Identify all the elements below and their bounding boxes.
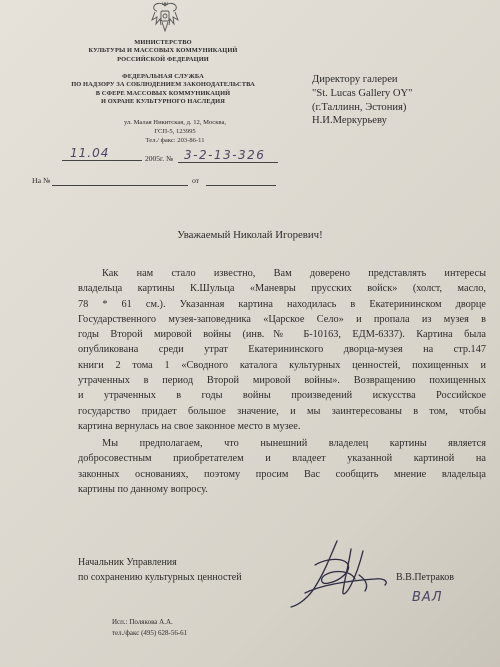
body-paragraph-2 (78, 436, 486, 497)
recipient-line: Директору галереи (312, 74, 398, 85)
address-line: Тел./ факс: 203-86-11 (145, 136, 205, 144)
registration-year-label: 2005г. № (145, 154, 174, 163)
signatory-title-line-1: Начальник Управления (78, 557, 177, 568)
body-line: годы Второй мировой войны (инв.№ Б-10163, ЕДМ-6337). Картина была (78, 329, 486, 341)
body-line: Государственного музея-заповедника «Царское Село» и пропала из музея в (78, 313, 486, 325)
body-line: государство придает большое значение, и мы заинтересованы в том, чтобы (78, 405, 486, 417)
reference-date-underline (206, 185, 276, 186)
executor-phone: тел./факс (495) 628-56-61 (112, 629, 188, 637)
reference-date-label: от (192, 176, 200, 185)
date-underline (62, 160, 142, 161)
service-line: ПО НАДЗОРУ ЗА СОБЛЮДЕНИЕМ ЗАКОНОДАТЕЛЬСТВА (71, 81, 255, 89)
signatory-name: В.В.Петраков (396, 572, 455, 583)
service-line: ФЕДЕРАЛЬНАЯ СЛУЖБА (122, 73, 204, 80)
salutation: Уважаемый Николай Игоревич! (177, 229, 323, 241)
body-line: утраченных в период Второй мировой войны». Возвращению похищенных (78, 375, 486, 387)
service-line: В СФЕРЕ МАССОВЫХ КОММУНИКАЦИЙ (95, 89, 231, 97)
coat-of-arms-emblem (150, 0, 180, 34)
body-line: Мы предполагаем, что нынешний владелец картины является (102, 438, 486, 449)
signatory-title-line-2: по сохранению культурных ценностей (78, 572, 242, 583)
address-line: ГСП-5, 123995 (154, 127, 196, 135)
handwritten-signature (285, 535, 395, 615)
ministry-line: МИНИСТЕРСТВО (134, 39, 192, 46)
body-line: картина вернулась на свое законное место в музее. (78, 420, 301, 432)
address-line: ул. Малая Никитская, д. 12, Москва, (123, 119, 227, 126)
handwritten-initials: ВАЛ (412, 590, 443, 605)
recipient-line: "St. Lucas Gallery OY" (312, 87, 413, 99)
body-paragraph-1 (78, 266, 486, 434)
service-line: И ОХРАНЕ КУЛЬТУРНОГО НАСЛЕДИЯ (101, 97, 225, 105)
agency-address (60, 119, 290, 145)
body-line: и утраченных в годы войны произведений искусства Российское (78, 390, 486, 402)
body-line: книги 2 тома 1 «Сводного каталога культурных ценностей, похищенных и (78, 359, 486, 371)
body-line: картины по данному вопросу. (78, 483, 208, 495)
registration-date-handwritten: 11.04 (70, 146, 110, 160)
ministry-line: РОССИЙСКОЙ ФЕДЕРАЦИИ (117, 55, 209, 63)
ministry-header (48, 39, 278, 64)
body-line: Как нам стало известно, Вам доверено представлять интересы (102, 268, 486, 279)
body-line: добросовестным приобретателем и владеет указанной картиной на (78, 453, 486, 465)
recipient-line: Н.И.Меркурьеву (312, 115, 387, 127)
body-line: владельца картины К.Шульца «Маневры прусских войск» (холст, масло, (78, 283, 486, 295)
body-line: законных основаниях, поэтому просим Вас сообщить мнение владельца (78, 468, 486, 480)
registration-number-handwritten: 3-2-13-326 (184, 148, 266, 162)
service-header (48, 73, 278, 106)
reference-number-underline (52, 185, 188, 186)
number-underline (178, 162, 278, 163)
recipient-line: (г.Таллинн, Эстония) (312, 101, 407, 113)
ministry-line: КУЛЬТУРЫ И МАССОВЫХ КОММУНИКАЦИЙ (88, 47, 238, 55)
reference-number-label: На № (32, 176, 51, 185)
body-line: опубликована среди утрат Екатерининского дворца-музея на стр.147 (78, 344, 486, 356)
executor-name: Исп.: Полякова А.А. (112, 618, 173, 626)
recipient-block (312, 73, 412, 128)
body-line: 78 * 61 см.). Указанная картина находилась в Екатерининском дворце (78, 298, 486, 310)
